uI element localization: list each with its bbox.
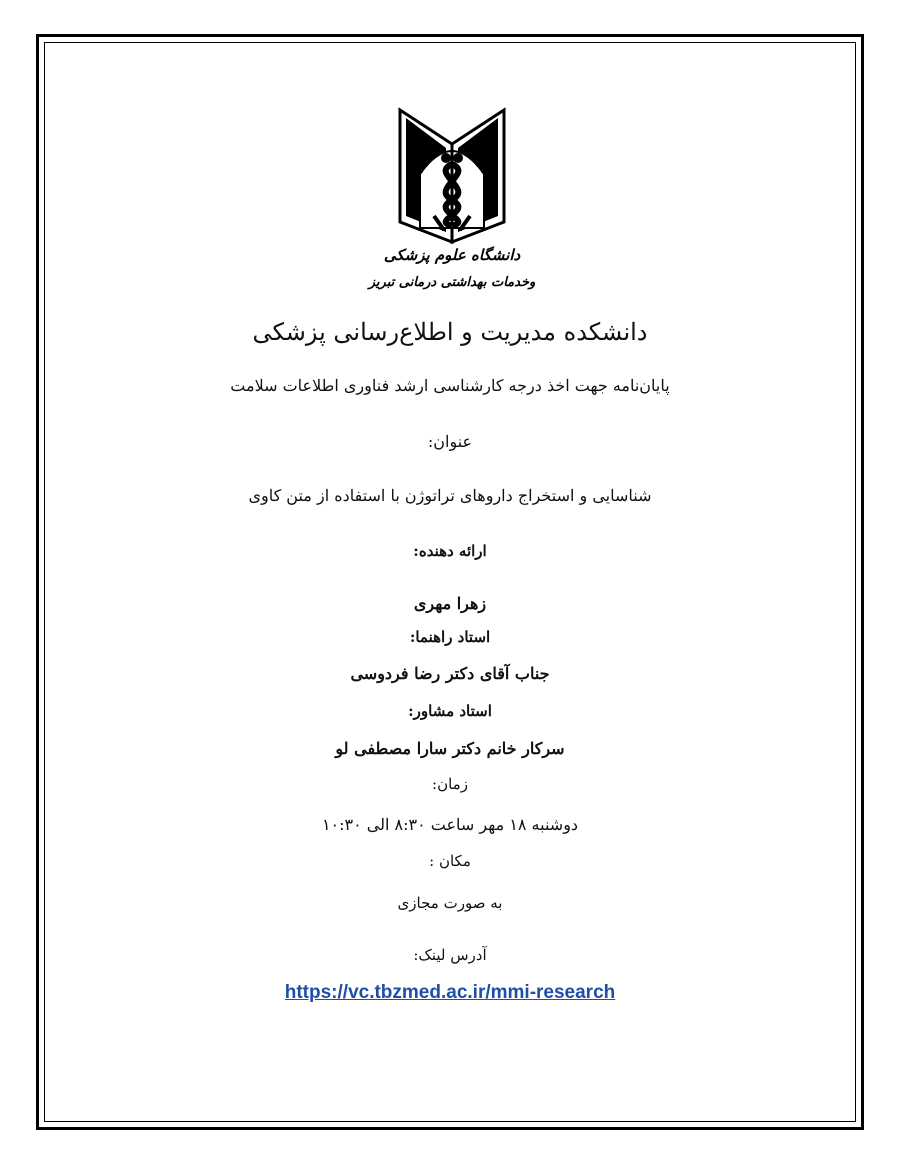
advisor-label: استاد مشاور: bbox=[408, 702, 492, 720]
presenter-name: زهرا مهری bbox=[413, 594, 487, 613]
place-value: به صورت مجازی bbox=[397, 894, 503, 912]
place-label: مکان : bbox=[429, 852, 471, 870]
logo-caption-line2: وخدمات بهداشتی درمانی تبریز bbox=[368, 275, 536, 290]
university-logo bbox=[368, 104, 536, 296]
link-label: آدرس لینک: bbox=[413, 946, 487, 964]
faculty-name: دانشکده مدیریت و اطلاع‌رسانی پزشکی bbox=[252, 318, 648, 346]
presenter-label: ارائه دهنده: bbox=[413, 542, 487, 560]
time-label: زمان: bbox=[432, 775, 468, 793]
supervisor-name: جناب آقای دکتر رضا فردوسی bbox=[350, 664, 550, 683]
supervisor-label: استاد راهنما: bbox=[409, 628, 491, 646]
title-label: عنوان: bbox=[427, 432, 473, 451]
advisor-name: سرکار خانم دکتر سارا مصطفی لو bbox=[335, 739, 565, 758]
degree-statement: پایان‌نامه جهت اخذ درجه کارشناسی ارشد فناوری اطلاعات سلامت bbox=[230, 376, 670, 395]
thesis-title: شناسایی و استخراج داروهای تراتوژن با استفاده از متن کاوی bbox=[248, 486, 652, 505]
book-caduceus-emblem-icon bbox=[400, 110, 504, 242]
logo-caption-line1: دانشگاه علوم پزشکی bbox=[383, 246, 521, 264]
meeting-link[interactable]: https://vc.tbzmed.ac.ir/mmi-research bbox=[284, 982, 616, 1003]
time-value: دوشنبه ۱۸ مهر ساعت ۸:۳۰ الی ۱۰:۳۰ bbox=[321, 815, 579, 834]
